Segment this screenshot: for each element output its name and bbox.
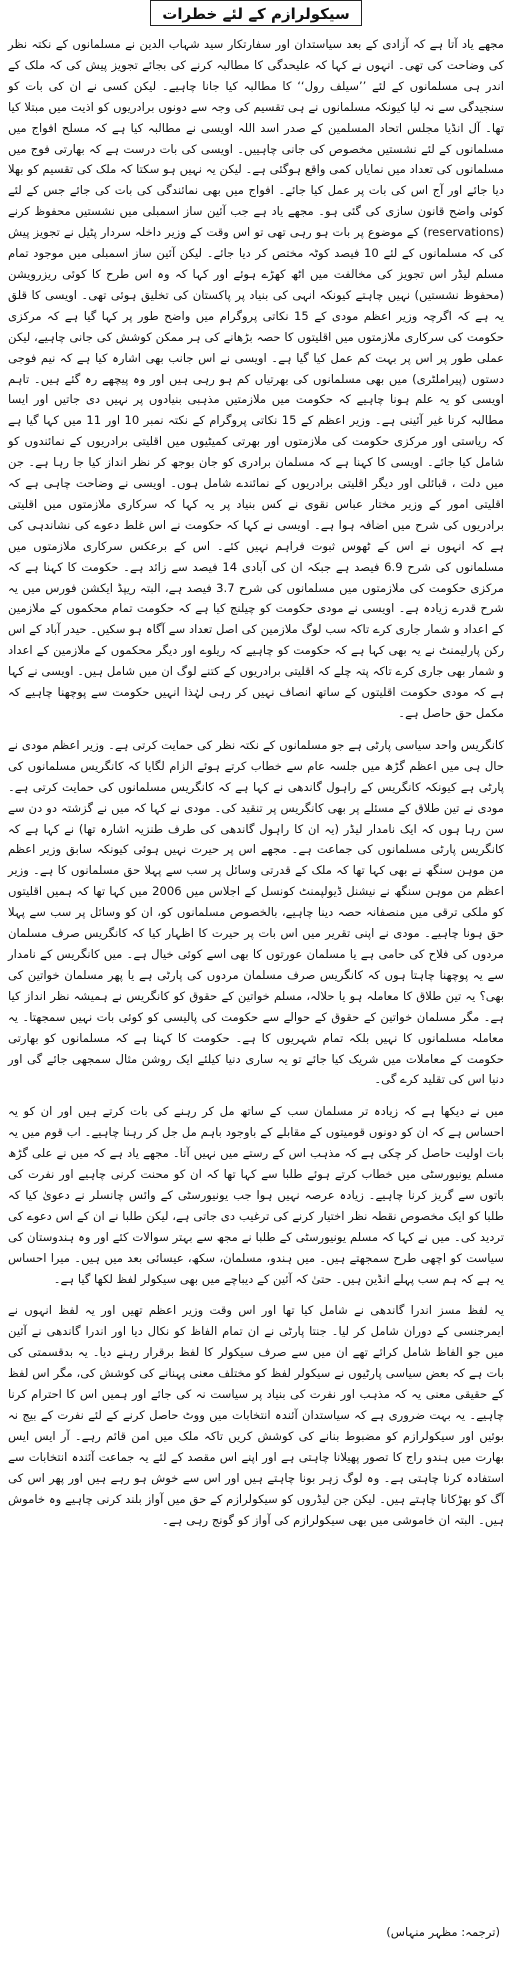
article-paragraph: مجھے یاد آتا ہے کہ آزادی کے بعد سیاستدان اور سفارتکار سید شہاب الدین نے مسلمانوں کے نکتہ نظر کی وضاحت کی تھی۔ انہوں نے کہا کہ علیحدگی کا مطالبہ کرنے کی بجائے تجویز پیش کی کہ ملک کے اندر ہی مسلمانوں کے لئے ’’سیلف رول‘‘ کا مطالبہ کیا جانا چاہیے۔ لیکن کسی نے ان کی بات کو سنجیدگی سے نہ لیا کیونکہ مسلمانوں نے ہی تقسیم کی وجہ سے دونوں برادریوں کو اذیت میں مبتلا کیا تھا۔ آل انڈیا مجلس اتحاد المسلمین کے صدر اسد اللہ اویسی نے مطالبہ کیا ہے کہ مسلح افواج میں مسلمانوں کے لئے نشستیں مخصوص کی جانی چاہییں۔ اویسی کی بات درست ہے کہ بھارتی فوج میں مسلمانوں کی تعداد میں نمایاں کمی واقع ہوگئی ہے۔ لیکن یہ نہیں ہو سکتا کہ ملک کی تقسیم کو بھلا دیا جائے اور آج اس کی بات پر عمل کیا جائے۔ افواج میں بھی نمائندگی کی بات کی جائے جس کے لئے کوئی واضح قانون سازی کی گئی ہو۔ مجھے یاد ہے جب آئین ساز اسمبلی میں نشستیں محفوظ کرنے (reservations) کے موضوع پر بات ہو رہی تھی تو اس وقت کے وزیر داخلہ سردار پٹیل نے تجویز پیش کی کہ مسلمانوں کے لئے 10 فیصد کوٹہ مختص کر دیا جائے۔ لیکن آئین ساز اسمبلی میں موجود تمام مسلم لیڈر اس تجویز کی مخالفت میں اٹھ کھڑے ہوئے اور کہا کہ وہ اس طرح کا کوئی ریزرویشن (محفوظ نشستیں) نہیں چاہتے کیونکہ انہی کی بنیاد پر پاکستان کی تخلیق ہوئی تھی۔ اویسی کا قلق یہ ہے کہ اگرچہ وزیر اعظم مودی کے 15 نکاتی پروگرام میں واضح طور پر کہا گیا ہے کہ مرکزی حکومت کی سرکاری ملازمتوں میں اقلیتوں کا حصہ بڑھانے کی ہر ممکن کوشش کی جانی چاہیے، لیکن عملی طور پر اس پر بہت کم عمل کیا گیا ہے۔ اویسی نے اس جانب بھی اشارہ کیا ہے کہ نیم فوجی دستوں (پیراملٹری) میں بھی مسلمانوں کی بھرتیاں کم ہو رہی ہیں اور وہ پیچھے رہ گئے ہیں۔ تاہم اویسی کو یہ علم ہونا چاہیے کہ حکومت میں ملازمتیں مذہبی بنیادوں پر نہیں دی جاتیں اور ایسا مطالبہ کرنا غیر آئینی ہے۔ وزیر اعظم کے 15 نکاتی پروگرام کے نکتہ نمبر 10 اور 11 میں کہا گیا ہے کہ ریاستی اور مرکزی حکومت کی ملازمتوں اور بھرتی کمیٹیوں میں اقلیتی برادریوں کے نمائندوں کو شامل کیا جائے۔ اویسی کا کہنا ہے کہ مسلمان برادری کو جان بوجھ کر نظر انداز کیا جا رہا ہے۔ جن میں دلت ، قبائلی اور دیگر اقلیتی برادریوں کے نمائندے شامل ہوں۔ اویسی نے وضاحت چاہی ہے کہ اقلیتی امور کے وزیر مختار عباس نقوی نے کس بنیاد پر یہ کہا کہ سرکاری ملازمتوں میں اقلیتی برادریوں کی شرح میں اضافہ ہوا ہے۔ اویسی نے کہا کہ حکومت نے اس غلط دعوے کی نشاندہی کی ہے کہ انہوں نے اس کے ٹھوس ثبوت فراہم نہیں کئے۔ اس کے برعکس سرکاری ملازمتوں میں مسلمانوں کی شرح 6.9 فیصد ہے جبکہ ان کی آبادی 14 فیصد سے زائد ہے۔ حکومت کا کہنا ہے کہ مرکزی حکومت کی ملازمتوں میں مسلمانوں کی شرح 3.7 فیصد ہے، البتہ ریپڈ ایکشن فورس میں یہ شرح قدرے زیادہ ہے۔ اویسی نے مودی حکومت کو چیلنج کیا ہے کہ حکومت تمام محکموں کے ملازمین کے اعداد و شمار جاری کرے تاکہ سب لوگ ملازمین کی اصل تعداد سے آگاہ ہو سکیں۔ حیدر آباد کے اس رکن پارلیمنٹ نے یہ بھی کہا ہے کہ حکومت کو چاہیے کہ ریلوے اور دیگر محکموں کے ملازمین کے اعداد و شمار بھی جاری کرے تاکہ پتہ چلے کہ اقلیتی برادریوں کے کتنے لوگ ان میں شامل ہیں۔ اویسی نے کہا ہے کہ مودی حکومت اقلیتوں کے ساتھ انصاف نہیں کر رہی لہٰذا انہیں حکومت سے پوچھنا چاہیے کہ مکمل حق حاصل ہے۔	[8, 37, 504, 720]
article-body	[8, 34, 504, 1541]
article-paragraph: میں نے دیکھا ہے کہ زیادہ تر مسلمان سب کے ساتھ مل کر رہنے کی بات کرتے ہیں اور ان کو یہ احساس ہے کہ ان کو دونوں قومیتوں کے مقابلے کے باوجود باہم مل جل کر رہنا چاہیے۔ اب قوم میں یہ بات اولیت حاصل کر چکی ہے کہ مذہب اس کے رستے میں نہیں آتا۔ مجھے یاد ہے کہ میں نے علی گڑھ مسلم یونیورسٹی میں خطاب کرتے ہوئے طلبا سے کہا تھا کہ ان کو محنت کرنی چاہیے اور نفرت کی باتوں سے گریز کرنا چاہیے۔ زیادہ عرصہ نہیں ہوا جب یونیورسٹی کے وائس چانسلر نے دعویٰ کیا کہ طلبا کو ایک مخصوص نقطہ نظر اختیار کرنے کی ترغیب دی جاتی ہے، لیکن طلبا نے ان کے اس دعوے کی تردید کی۔ میں نے کہا کہ مسلم یونیورسٹی کے طلبا نے مجھ سے بہتر سوالات کئے اور وہ ہندوستان کی سیاست کو اچھی طرح سمجھتے ہیں۔ میں ہندو، مسلمان، سکھ، عیسائی بعد میں ہیں۔ میرا احساس یہ ہے کہ ہم سب پہلے انڈین ہیں۔ حتیٰ کہ آئین کے دیباچے میں بھی سیکولر لفظ لکھا گیا ہے۔	[8, 1104, 504, 1286]
article-paragraph: کانگریس واحد سیاسی پارٹی ہے جو مسلمانوں کے نکتہ نظر کی حمایت کرتی ہے۔ وزیر اعظم مودی نے حال ہی میں اعظم گڑھ میں جلسہ عام سے خطاب کرتے ہوئے الزام لگایا کہ کانگریس مسلمانوں کی پارٹی ہے کیونکہ کانگریس کے راہول گاندھی نے کہا ہے کہ کانگریس مسلمانوں کی حمایت کرتی ہے۔ مودی نے تین طلاق کے مسئلے پر بھی کانگریس پر تنقید کی۔ مودی نے کہا کہ میں نے گزشتہ دو دن سے سن رہا ہوں کہ ایک نامدار لیڈر (یہ ان کا راہول گاندھی کی طرف طنزیہ اشارہ تھا) نے کہا ہے کہ کانگریس پارٹی مسلمانوں کی جماعت ہے۔ مجھے اس پر حیرت نہیں ہوئی کیونکہ سابق وزیر اعظم من موہن سنگھ نے بھی کہا تھا کہ ملک کے قدرتی وسائل پر سب سے پہلا حق مسلمانوں کا ہے۔ وزیر اعظم من موہن سنگھ نے نیشنل ڈیولپمنٹ کونسل کے اجلاس میں 2006 میں کہا تھا کہ ہمیں اقلیتوں کو ملکی ترقی میں منصفانہ حصہ دینا چاہیے، بالخصوص مسلمانوں کو، ان کو وسائل پر سب سے پہلا حق ہونا چاہیے۔ مودی نے اپنی تقریر میں اس بات پر حیرت کا اظہار کیا کہ کانگریس صرف مسلمان مردوں کی فلاح کی حامی ہے یا مسلمان عورتوں کا بھی اسے کوئی خیال ہے۔ میں کانگریس کے نامدار سے یہ پوچھنا چاہتا ہوں کہ کانگریس صرف مسلمان مردوں کی پارٹی ہے یا پھر مسلمان خواتین کی بھی؟ یہ تین طلاق کا معاملہ ہو یا حلالہ، مسلم خواتین کے حقوق کو کانگریس نے ہمیشہ نظر انداز کیا ہے۔ مگر مسلمان خواتین کے حقوق کے حوالے سے حکومت کی پالیسی کو کوئی بات نہیں سمجھتا۔ یہ معاملہ مسلمانوں کا نہیں بلکہ تمام شہریوں کا ہے۔ حکومت کا کہنا ہے کہ مسلمانوں کو بھارتی حکومت کے معاملات میں شریک کیا جائے تو یہ ساری دنیا کیلئے ایک روشن مثال سمجھی جائے گی اور دنیا اس کی تقلید کرے گی۔	[8, 737, 504, 1087]
translator-credit: (ترجمہ: مظہر منہاس)	[386, 1925, 500, 1939]
article-paragraph: یہ لفظ مسز اندرا گاندھی نے شامل کیا تھا اور اس وقت وزیر اعظم تھیں اور یہ لفظ انہوں نے ایمرجنسی کے دوران شامل کر لیا۔ جنتا پارٹی نے ان تمام الفاظ کو نکال دیا اور اندرا گاندھی نے آئین میں جو الفاظ شامل کرائے تھے ان میں سے صرف سیکولر کا لفظ برقرار رہنے دیا۔ یہ بدقسمتی کی بات ہے کہ بعض سیاسی پارٹیوں نے سیکولر لفظ کو مختلف معنی پہنانے کی کوشش کی، مگر اس لفظ کے حقیقی معنی یہ کہ مذہب اور نفرت کی بنیاد پر سیاست نہ کی جائے اور ہمیں اس کا احترام کرنا چاہیے۔ یہ بہت ضروری ہے کہ سیاستدان آئندہ انتخابات میں ووٹ حاصل کرنے کے لئے نفرت کے بیج نہ بوئیں اور سیکولرازم کو مضبوط بنانے کی کوشش کریں تاکہ ملک میں امن قائم رہے۔ آر ایس ایس بھارت میں ہندو راج کا تصور پھیلانا چاہتی ہے اور اپنے اس مقصد کے لئے یہ جماعت آئندہ انتخابات سے استفادہ کرنا چاہتی ہے۔ وہ لوگ زہر بونا چاہتے ہیں اور اس سے خوش ہو رہے ہیں اور پھر اس کی آگ کو بھڑکانا چاہتے ہیں۔ لیکن جن لیڈروں کو سیکولرازم کے حق میں آواز بلند کرنی چاہیے وہ خاموش ہیں۔ البتہ ان خاموشی میں بھی سیکولرازم کی آواز کو گونج رہی ہے۔	[8, 1303, 504, 1527]
article-title: سیکولرازم کے لئے خطرات	[150, 0, 362, 26]
